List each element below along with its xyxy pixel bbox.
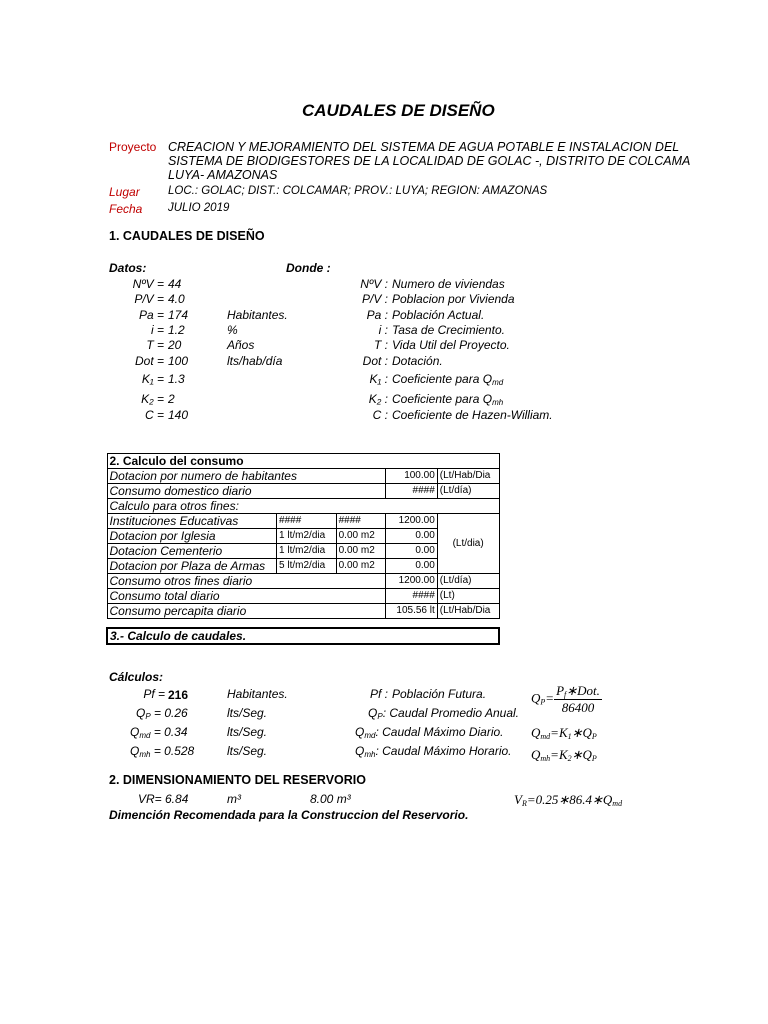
datos-val: 100 xyxy=(168,354,189,368)
r9-label: Consumo total diario xyxy=(107,589,386,604)
datos-desc: Dotación. xyxy=(392,354,443,368)
qmd-desc: $Q_{md}$: Caudal Máximo Diario. xyxy=(355,725,504,740)
formula-qp: $Q_P=$ $\frac{P_f∗Dot.}{86400}$ xyxy=(531,683,600,715)
datos-val: 174 xyxy=(168,308,189,322)
r4-label: Instituciones Educativas xyxy=(107,514,277,529)
proyecto-line-2: SISTEMA DE BIODIGESTORES DE LA LOCALIDAD DE GOLAC -, DISTRITO DE COLCAMA xyxy=(168,154,691,168)
r5-a: 1 lt/m2/dia xyxy=(277,529,337,544)
proyecto-label: Proyecto xyxy=(109,140,157,154)
qmh-desc: $Q_{mh}$: Caudal Máximo Horario. xyxy=(355,744,512,759)
fecha-label: Fecha xyxy=(109,202,143,216)
r5-b: 0.00 m2 xyxy=(336,529,386,544)
r5-label: Dotacion por Iglesia xyxy=(107,529,277,544)
r5-val: 0.00 xyxy=(386,529,438,544)
donde-label: Donde : xyxy=(286,261,331,275)
datos-var: K₁ = xyxy=(141,372,164,386)
datos-unit: Años xyxy=(227,338,255,352)
datos-sym: K₁ : xyxy=(369,372,388,386)
pf-val: 216 xyxy=(168,688,189,702)
r10-unit: (Lt/Hab/Dia xyxy=(437,604,499,619)
vr-value: VR= 6.84 xyxy=(138,792,189,806)
r1-label: Dotacion por numero de habitantes xyxy=(107,469,386,484)
datos-sym: T : xyxy=(374,338,388,352)
r6-b: 0.00 m2 xyxy=(336,544,386,559)
datos-unit: Habitantes. xyxy=(227,308,288,322)
rec-value: 8.00 m³ xyxy=(310,792,351,806)
datos-desc: Coeficiente para $Q_{mh}$ xyxy=(392,392,504,407)
formula-qmd: $Q_{md}=K_1∗Q_P$ xyxy=(531,725,597,741)
datos-var: C = xyxy=(144,408,164,422)
calculos-label: Cálculos: xyxy=(109,670,164,684)
datos-var: i = xyxy=(150,323,164,337)
datos-var: NºV = xyxy=(132,277,164,291)
fecha-value: JULIO 2019 xyxy=(168,202,230,214)
r9-unit: (Lt) xyxy=(437,589,499,604)
datos-sym: NºV : xyxy=(360,277,388,291)
r9-val: #### xyxy=(386,589,438,604)
datos-val: 2 xyxy=(168,392,175,406)
datos-var: K₂ = xyxy=(141,392,164,406)
datos-desc: Tasa de Crecimiento. xyxy=(392,323,505,337)
qmh-unit: lts/Seg. xyxy=(227,744,268,758)
datos-val: 1.3 xyxy=(168,372,185,386)
qmh-var: $Q_{mh} = 0.528$ xyxy=(130,744,195,759)
datos-desc: Poblacion por Vivienda xyxy=(392,292,515,306)
r3-label: Calculo para otros fines: xyxy=(107,499,499,514)
lugar-value: LOC.: GOLAC; DIST.: COLCAMAR; PROV.: LUYA; REGION: AMAZONAS xyxy=(168,185,548,197)
r4-b: #### xyxy=(336,514,386,529)
consumo-table xyxy=(106,453,500,645)
datos-desc: Vida Util del Proyecto. xyxy=(392,338,510,352)
datos-var: Dot = xyxy=(134,354,164,368)
group-unit: (Lt/dia) xyxy=(437,514,499,574)
r7-b: 0.00 m2 xyxy=(336,559,386,574)
datos-desc: Coeficiente para $Q_{md}$ xyxy=(392,372,504,387)
r10-label: Consumo percapita diario xyxy=(107,604,386,619)
r4-val: 1200.00 xyxy=(386,514,438,529)
datos-var: T = xyxy=(146,338,164,352)
qp-var: $Q_P = 0.26$ xyxy=(136,706,188,721)
datos-val: 1.2 xyxy=(168,323,185,337)
datos-val: 44 xyxy=(168,277,182,291)
qmd-var: $Q_{md} = 0.34$ xyxy=(130,725,188,740)
lugar-label: Lugar xyxy=(109,185,140,199)
datos-val: 4.0 xyxy=(168,292,185,306)
datos-var: P/V = xyxy=(134,292,164,306)
datos-val: 20 xyxy=(168,338,182,352)
r6-val: 0.00 xyxy=(386,544,438,559)
r8-unit: (Lt/día) xyxy=(437,574,499,589)
datos-sym: C : xyxy=(372,408,388,422)
spacer-row xyxy=(107,619,499,629)
r4-a: #### xyxy=(277,514,337,529)
datos-unit: % xyxy=(227,323,238,337)
r6-label: Dotacion Cementerio xyxy=(107,544,277,559)
r8-val: 1200.00 xyxy=(386,574,438,589)
datos-desc: Población Actual. xyxy=(392,308,485,322)
r7-val: 0.00 xyxy=(386,559,438,574)
proyecto-line-3: LUYA- AMAZONAS xyxy=(168,168,278,182)
page-title: CAUDALES DE DISEÑO xyxy=(302,101,495,120)
formula-vr: $V_R=0.25∗86.4∗Q_{md}$ xyxy=(514,792,623,808)
r10-val: 105.56 lt xyxy=(386,604,438,619)
datos-sym: K₂ : xyxy=(368,392,388,406)
reservorio-note: Dimención Recomendada para la Construccion del Reservorio. xyxy=(109,808,469,822)
datos-desc: Coeficiente de Hazen-William. xyxy=(392,408,553,422)
qmd-unit: lts/Seg. xyxy=(227,725,268,739)
formula-qmh: $Q_{mh}=K_2∗Q_P$ xyxy=(531,747,597,763)
datos-unit: lts/hab/día xyxy=(227,354,283,368)
qp-unit: lts/Seg. xyxy=(227,706,268,720)
pf-var: Pf = xyxy=(143,687,165,701)
r6-a: 1 lt/m2/dia xyxy=(277,544,337,559)
proyecto-line-1: CREACION Y MEJORAMIENTO DEL SISTEMA DE AGUA POTABLE E INSTALACION DEL xyxy=(168,140,680,154)
datos-var: Pa = xyxy=(138,308,164,322)
r2-unit: (Lt/día) xyxy=(437,484,499,499)
datos-sym: P/V : xyxy=(361,292,388,306)
vr-unit: m³ xyxy=(227,792,241,806)
pf-unit: Habitantes. xyxy=(227,687,288,701)
datos-sym: Pa : xyxy=(366,308,388,322)
r7-a: 5 lt/m2/dia xyxy=(277,559,337,574)
section1-heading: 1. CAUDALES DE DISEÑO xyxy=(109,229,265,243)
datos-sym: Dot : xyxy=(362,354,388,368)
r1-unit: (Lt/Hab/Dia xyxy=(437,469,499,484)
r1-val: 100.00 xyxy=(386,469,438,484)
section3-heading: 3.- Calculo de caudales. xyxy=(107,628,499,644)
consumo-heading: 2. Calculo del consumo xyxy=(107,454,499,469)
pf-sym: Pf : xyxy=(369,687,388,701)
r2-val: #### xyxy=(386,484,438,499)
datos-val: 140 xyxy=(168,408,189,422)
qp-desc: $Q_P$: Caudal Promedio Anual. xyxy=(368,706,519,721)
datos-label: Datos: xyxy=(109,261,147,275)
r8-label: Consumo otros fines diario xyxy=(107,574,386,589)
datos-desc: Numero de viviendas xyxy=(392,277,505,291)
pf-desc: Población Futura. xyxy=(392,687,487,701)
datos-sym: i : xyxy=(378,323,388,337)
reservorio-heading: 2. DIMENSIONAMIENTO DEL RESERVORIO xyxy=(109,773,366,787)
r7-label: Dotacion por Plaza de Armas xyxy=(107,559,277,574)
r2-label: Consumo domestico diario xyxy=(107,484,386,499)
